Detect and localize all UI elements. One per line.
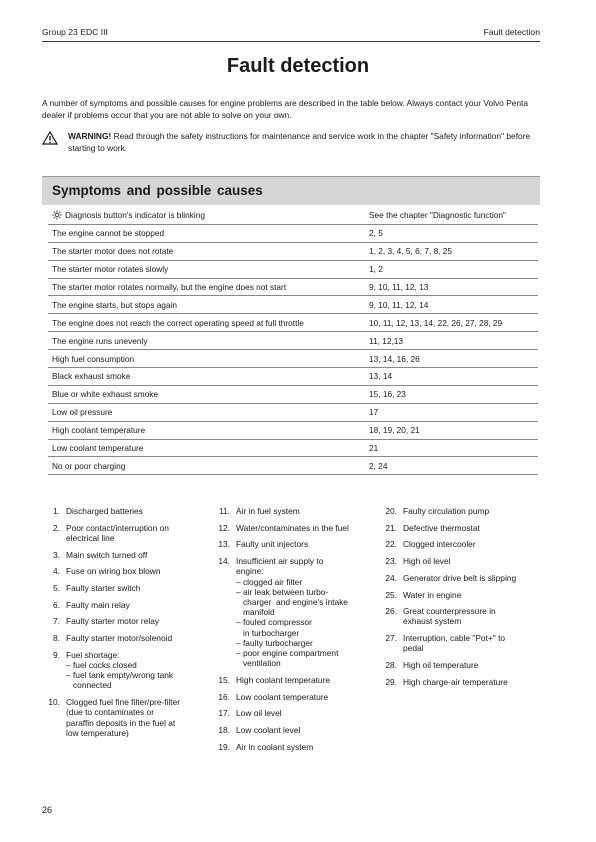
symptom-cell bbox=[48, 242, 365, 260]
page-number: 26 bbox=[42, 805, 53, 815]
symptom-cell bbox=[48, 278, 365, 296]
item-line: engine: bbox=[236, 566, 264, 577]
table-row bbox=[48, 403, 538, 421]
table-row bbox=[48, 207, 538, 224]
symptom-cell bbox=[48, 403, 365, 421]
list-item bbox=[212, 692, 377, 702]
item-line: Faulty circulation pump bbox=[403, 506, 490, 516]
item-line: – faulty turbocharger bbox=[236, 637, 313, 648]
item-number: 17. bbox=[218, 708, 230, 719]
item-number: 15. bbox=[218, 674, 230, 685]
table-row bbox=[48, 439, 538, 457]
item-line: Clogged fuel fine filter/pre-filter bbox=[66, 697, 181, 708]
item-line: Low oil level bbox=[236, 708, 282, 719]
symptom-text: High coolant temperature bbox=[52, 425, 146, 436]
table-row bbox=[48, 278, 538, 296]
symptom-text: The engine starts, but stops again bbox=[52, 299, 177, 310]
item-line: Air in fuel system bbox=[236, 506, 300, 516]
item-line: charger and engine's intake bbox=[236, 596, 348, 607]
list-item bbox=[212, 725, 377, 735]
item-line: Fuse on wiring box blown bbox=[66, 566, 161, 577]
table-row bbox=[48, 368, 538, 386]
symptom-text: The starter motor rotates normally, but the engine does not start bbox=[52, 282, 287, 292]
symptom-cell bbox=[48, 332, 365, 350]
list-item bbox=[212, 556, 377, 668]
causes-cell: 9, 10, 11, 12, 14 bbox=[365, 296, 538, 314]
item-number: 23. bbox=[385, 556, 397, 567]
item-line: – air leak between turbo- bbox=[236, 586, 329, 597]
causes-cell: 11, 12,13 bbox=[365, 332, 538, 350]
causes-cell: 10, 11, 12, 13, 14, 22, 26, 27, 28, 29 bbox=[365, 314, 538, 332]
item-number: 8. bbox=[53, 633, 60, 644]
symptom-cell bbox=[48, 368, 365, 386]
header-group: Group 23 EDC III bbox=[42, 27, 108, 37]
list-item bbox=[42, 523, 202, 543]
table-row bbox=[48, 296, 538, 314]
symptom-cell bbox=[48, 439, 365, 457]
item-number: 9. bbox=[53, 649, 60, 660]
item-number: 16. bbox=[218, 691, 230, 702]
table-row bbox=[48, 260, 538, 278]
item-line: ventilation bbox=[236, 658, 281, 669]
item-number: 3. bbox=[53, 549, 60, 560]
symptom-text: The engine does not reach the correct operating speed at full throttle bbox=[52, 317, 304, 328]
causes-cell: 13, 14, 16, 26 bbox=[365, 350, 538, 368]
symptom-text: The engine cannot be stopped bbox=[52, 228, 165, 239]
table-row bbox=[48, 457, 538, 475]
item-number: 27. bbox=[385, 633, 397, 644]
causes-cell: 1, 2, 3, 4, 5, 6, 7, 8, 25 bbox=[365, 242, 538, 260]
symptom-text: Blue or white exhaust smoke bbox=[52, 389, 159, 400]
item-line: High charge-air temperature bbox=[403, 676, 508, 687]
item-line: Clogged intercooler bbox=[403, 539, 476, 550]
list-item bbox=[379, 660, 544, 670]
causes-cell: 13, 14 bbox=[365, 368, 538, 386]
list-item bbox=[379, 556, 544, 566]
list-item bbox=[379, 677, 544, 687]
item-line: Poor contact/interruption on bbox=[66, 522, 169, 533]
item-number: 25. bbox=[385, 589, 397, 600]
causes-column-1 bbox=[42, 506, 202, 744]
table-row bbox=[48, 421, 538, 439]
list-item bbox=[42, 566, 202, 576]
symptom-text: No or poor charging bbox=[52, 460, 126, 471]
item-number: 20. bbox=[385, 506, 397, 516]
item-line: – fuel tank empty/wrong tank bbox=[66, 670, 174, 681]
item-line: low temperature) bbox=[66, 727, 129, 738]
symptom-cell bbox=[48, 207, 365, 224]
symptom-text: Low oil pressure bbox=[52, 407, 113, 418]
item-number: 22. bbox=[385, 539, 397, 550]
item-line: High coolant temperature bbox=[236, 674, 331, 685]
item-line: Discharged batteries bbox=[66, 506, 143, 516]
list-item bbox=[212, 539, 377, 549]
symptom-cell bbox=[48, 385, 365, 403]
section-header bbox=[42, 176, 540, 205]
symptom-cell bbox=[48, 457, 365, 475]
symptom-cell bbox=[48, 314, 365, 332]
item-line: Faulty starter motor relay bbox=[66, 616, 160, 627]
symptom-text: The engine runs unevenly bbox=[52, 335, 148, 346]
item-number: 11. bbox=[218, 506, 230, 516]
list-item bbox=[212, 675, 377, 685]
causes-cell: 1, 2 bbox=[365, 260, 538, 278]
sun-indicator-icon bbox=[52, 210, 62, 220]
item-line: (due to contaminates or bbox=[66, 707, 154, 718]
item-line: Faulty main relay bbox=[66, 599, 130, 610]
item-number: 5. bbox=[53, 583, 60, 594]
item-line: – fouled compressor bbox=[236, 617, 312, 628]
item-number: 24. bbox=[385, 572, 397, 583]
item-number: 14. bbox=[218, 556, 230, 567]
causes-cell: 17 bbox=[365, 403, 538, 421]
item-line: High oil temperature bbox=[403, 660, 479, 671]
item-line: Great counterpressure in bbox=[403, 606, 496, 617]
item-line: – clogged air filter bbox=[236, 576, 303, 587]
item-line: manifold bbox=[236, 607, 275, 618]
warning-label: WARNING! bbox=[68, 131, 112, 141]
item-line: electrical line bbox=[66, 532, 115, 543]
item-line: Interruption, cable "Pot+" to bbox=[403, 633, 506, 644]
symptoms-table bbox=[48, 207, 538, 475]
item-line: Insufficient air supply to bbox=[236, 556, 324, 567]
list-item bbox=[42, 633, 202, 643]
table-row bbox=[48, 314, 538, 332]
symptom-text: Low coolant temperature bbox=[52, 443, 144, 454]
item-number: 2. bbox=[53, 522, 60, 533]
causes-cell: 2, 5 bbox=[365, 224, 538, 242]
item-line: connected bbox=[66, 680, 112, 691]
list-item bbox=[42, 616, 202, 626]
warning-text: Read through the safety instructions for maintenance and service work in the chapter "Safety information" before starting to work. bbox=[68, 131, 531, 153]
item-line: paraffin deposits in the fuel at bbox=[66, 717, 176, 728]
item-line: Low coolant temperature bbox=[236, 691, 329, 702]
symptom-text: The starter motor rotates slowly bbox=[52, 264, 169, 275]
causes-cell: 21 bbox=[365, 439, 538, 457]
item-line: Faulty starter motor/solenoid bbox=[66, 633, 173, 644]
list-item bbox=[42, 697, 202, 738]
item-line: exhaust system bbox=[403, 616, 462, 627]
list-item bbox=[42, 583, 202, 593]
causes-cell: See the chapter "Diagnostic function" bbox=[365, 207, 538, 224]
item-number: 10. bbox=[48, 697, 60, 708]
item-number: 26. bbox=[385, 606, 397, 617]
item-line: High oil level bbox=[403, 556, 451, 567]
item-number: 4. bbox=[53, 566, 60, 577]
intro-paragraph: A number of symptoms and possible causes for engine problems are described in the table below. Always contact your Volvo Penta dealer if problems occur that you are not able to solve on your own. bbox=[42, 98, 529, 120]
item-line: Defective thermostat bbox=[403, 522, 480, 533]
item-number: 18. bbox=[218, 724, 230, 735]
table-row bbox=[48, 385, 538, 403]
list-item bbox=[379, 523, 544, 533]
section-title: Symptoms and possible causes bbox=[52, 183, 263, 198]
causes-column-3 bbox=[379, 506, 544, 693]
page-header bbox=[42, 27, 540, 42]
item-line: – poor engine compartment bbox=[236, 647, 339, 658]
item-number: 6. bbox=[53, 599, 60, 610]
list-item bbox=[379, 633, 544, 653]
table-row bbox=[48, 242, 538, 260]
item-number: 12. bbox=[218, 522, 230, 533]
list-item bbox=[42, 550, 202, 560]
item-line: Faulty starter switch bbox=[66, 583, 141, 594]
list-item bbox=[212, 708, 377, 718]
list-item bbox=[379, 573, 544, 583]
causes-column-2 bbox=[212, 506, 377, 758]
item-line: Low coolant level bbox=[236, 724, 301, 735]
list-item bbox=[212, 506, 377, 516]
header-section: Fault detection bbox=[483, 27, 540, 37]
item-line: pedal bbox=[403, 643, 424, 654]
symptom-text: Black exhaust smoke bbox=[52, 371, 131, 382]
item-line: in turbocharger bbox=[236, 627, 300, 638]
list-item bbox=[379, 506, 544, 516]
item-number: 29. bbox=[385, 676, 397, 687]
list-item bbox=[42, 506, 202, 516]
causes-cell: 18, 19, 20, 21 bbox=[365, 421, 538, 439]
item-line: Fuel shortage: bbox=[66, 649, 120, 660]
item-number: 19. bbox=[218, 741, 230, 752]
table-row bbox=[48, 224, 538, 242]
list-item bbox=[212, 742, 377, 752]
list-item bbox=[212, 523, 377, 533]
item-number: 21. bbox=[385, 522, 397, 533]
symptom-cell bbox=[48, 350, 365, 368]
item-number: 13. bbox=[218, 539, 230, 550]
warning-triangle-icon bbox=[42, 131, 58, 145]
symptom-text: The starter motor does not rotate bbox=[52, 246, 174, 257]
item-line: Air in coolant system bbox=[236, 741, 314, 752]
item-number: 1. bbox=[53, 506, 60, 516]
causes-cell: 9, 10, 11, 12, 13 bbox=[365, 278, 538, 296]
item-line: Faulty unit injectors bbox=[236, 539, 309, 550]
table-row bbox=[48, 332, 538, 350]
item-line: Water in engine bbox=[403, 589, 462, 600]
page-title: Fault detection bbox=[226, 55, 370, 77]
causes-cell: 15, 16, 23 bbox=[365, 385, 538, 403]
symptom-cell bbox=[48, 421, 365, 439]
warning-note bbox=[68, 131, 540, 154]
list-item bbox=[379, 539, 544, 549]
symptom-cell bbox=[48, 296, 365, 314]
symptom-text: Diagnosis button's indicator is blinking bbox=[65, 210, 205, 221]
causes-cell: 2, 24 bbox=[365, 457, 538, 475]
item-line: Generator drive belt is slipping bbox=[403, 572, 517, 583]
list-item bbox=[379, 590, 544, 600]
symptom-cell bbox=[48, 260, 365, 278]
list-item bbox=[379, 606, 544, 626]
table-row bbox=[48, 350, 538, 368]
item-line: Main switch turned off bbox=[66, 549, 148, 560]
list-item bbox=[42, 600, 202, 610]
list-item bbox=[42, 650, 202, 691]
item-number: 28. bbox=[385, 660, 397, 671]
item-line: Water/contaminates in the fuel bbox=[236, 522, 349, 533]
symptom-text: High fuel consumption bbox=[52, 353, 135, 364]
symptom-cell bbox=[48, 224, 365, 242]
item-line: – fuel cocks closed bbox=[66, 660, 137, 671]
item-number: 7. bbox=[53, 616, 60, 627]
